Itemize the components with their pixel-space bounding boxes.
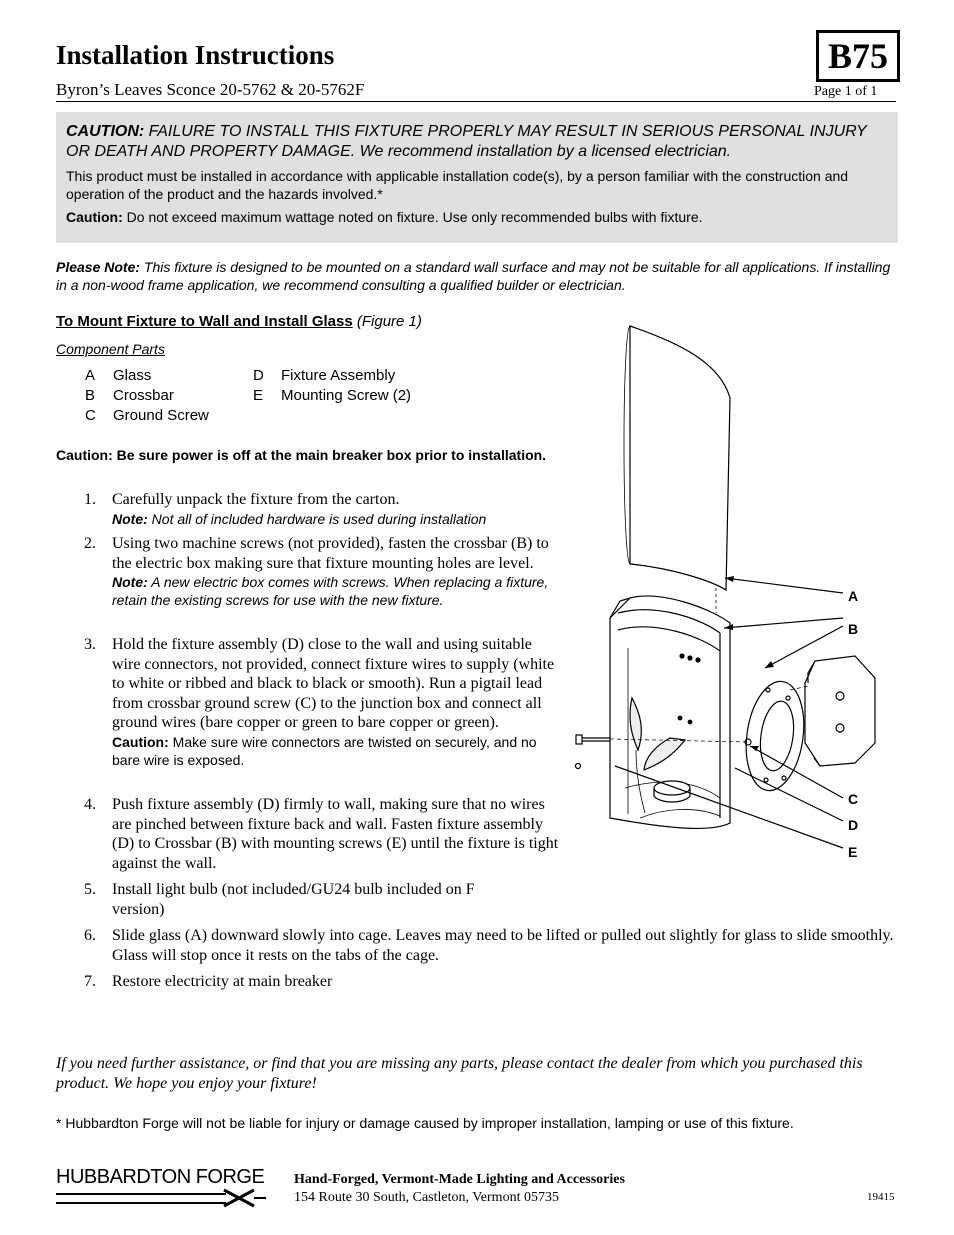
code-compliance-text: This product must be installed in accordance with applicable installation code(s), by a person familiar with the construction and operation of the product and the hazards involved.* — [66, 168, 849, 202]
components-heading: Component Parts — [56, 341, 165, 357]
part-name: Fixture Assembly — [281, 367, 396, 384]
step-note — [112, 573, 562, 609]
section-heading — [56, 313, 422, 330]
page-number: Page 1 of 1 — [814, 84, 878, 99]
step-note — [112, 510, 562, 528]
step-note-text: Make sure wire connectors are twisted on securely, and no bare wire is exposed. — [112, 733, 537, 768]
step-number: 4. — [84, 796, 96, 813]
document-code-badge: B75 — [816, 30, 900, 82]
step-text: Restore electricity at main breaker — [112, 973, 333, 990]
part-letter: C — [85, 407, 96, 424]
step-number: 3. — [84, 636, 96, 653]
please-note-label: Please Note: — [56, 259, 141, 275]
caution-main-label: CAUTION: — [66, 123, 145, 140]
callout-a: A — [848, 588, 859, 604]
part-name: Glass — [113, 367, 152, 384]
wattage-caution-text: Do not exceed maximum wattage noted on fixture. Use only recommended bulbs with fixture. — [122, 209, 703, 225]
footer-address: 154 Route 30 South, Castleton, Vermont 05735 — [294, 1190, 559, 1205]
step-number: 5. — [84, 881, 96, 898]
junction-box — [805, 656, 875, 766]
logo-hammer-mark — [56, 1188, 266, 1208]
figure-1-diagram — [570, 318, 890, 898]
document-number: 19415 — [867, 1191, 895, 1203]
part-letter: D — [253, 367, 264, 384]
step-note-text: A new electric box comes with screws. When replacing a fixture, retain the existing screws for use with the new fixture. — [112, 574, 549, 608]
step-text: Carefully unpack the fixture from the carton. — [112, 491, 400, 508]
footer-tagline: Hand-Forged, Vermont-Made Lighting and Accessories — [294, 1172, 625, 1187]
part-letter: B — [85, 387, 96, 404]
part-letter: E — [253, 387, 264, 404]
step-note — [112, 733, 564, 769]
caution-main — [66, 122, 886, 161]
hubbardton-forge-logo — [56, 1166, 266, 1206]
step-number: 7. — [84, 973, 96, 990]
step-text: Using two machine screws (not provided), fasten the crossbar (B) to the electric box making sure that fixture mounting holes are level. — [112, 535, 549, 572]
step-text: Push fixture assembly (D) firmly to wall, making sure that no wires are pinched between fixture back and wall. Fasten fixture assembly (D) to Crossbar (B) with mounting screws (E) until the fixture is tight against the wall. — [112, 796, 559, 872]
step-note-label: Caution: — [112, 733, 169, 750]
callout-e: E — [848, 844, 858, 860]
step-note-text: Not all of included hardware is used during installation — [147, 510, 487, 527]
figure-reference: (Figure 1) — [356, 313, 422, 330]
assistance-text: If you need further assistance, or find that you are missing any parts, please contact the dealer from which you purchased this product. We hope you enjoy your fixture! — [56, 1055, 863, 1092]
step-number: 6. — [84, 927, 96, 944]
step-note-label: Note: — [112, 510, 148, 527]
please-note — [56, 258, 896, 294]
please-note-text: This fixture is designed to be mounted on a standard wall surface and may not be suitable for all applications. If installing in a non-wood frame application, we recommend consulting a qualified builder or electrician. — [56, 259, 891, 293]
part-name: Crossbar — [113, 387, 174, 404]
callout-b: B — [848, 621, 859, 637]
liability-disclaimer: * Hubbardton Forge will not be liable for injury or damage caused by improper installation, lamping or use of this fixture. — [56, 1115, 794, 1131]
part-name: Ground Screw — [113, 407, 209, 424]
step-number: 2. — [84, 535, 96, 552]
step-text: Hold the fixture assembly (D) close to the wall and using suitable wire connectors, not provided, connect fixture wires to supply (white to white or ribbed and black to black or smooth). Run a pigtail lead from crossbar ground screw (C) to the junction box and connect all ground wires (bare copper or green to bare copper or green). — [112, 636, 555, 731]
crossbar — [740, 678, 811, 795]
callout-c: C — [848, 791, 859, 807]
step-text: Slide glass (A) downward slowly into cage. Leaves may need to be lifted or pulled out slightly for glass to slide smoothly. Glass will stop once it rests on the tabs of the cage. — [112, 927, 894, 964]
part-name: Mounting Screw (2) — [281, 387, 412, 404]
part-letter: A — [85, 367, 96, 384]
header-divider — [56, 101, 896, 102]
caution-box — [56, 112, 898, 243]
glass-shade — [630, 326, 730, 590]
page-title: Installation Instructions — [56, 40, 335, 70]
callout-d: D — [848, 817, 859, 833]
logo-wordmark: HUBBARDTON FORGE — [56, 1166, 265, 1188]
wattage-caution-label: Caution: — [66, 209, 123, 225]
caution-main-text: FAILURE TO INSTALL THIS FIXTURE PROPERLY MAY RESULT IN SERIOUS PERSONAL INJURY OR DEATH AND PROPERTY DAMAGE. We recommend installation by a licensed electrician. — [66, 123, 867, 160]
step-note-label: Note: — [112, 574, 148, 590]
section-title: To Mount Fixture to Wall and Install Glass — [56, 313, 353, 330]
bulb-socket — [654, 781, 690, 795]
mounting-screw — [576, 735, 610, 744]
step-number: 1. — [84, 491, 96, 508]
power-caution: Caution: Be sure power is off at the main breaker box prior to installation. — [56, 447, 547, 463]
step-text: Install light bulb (not included/GU24 bulb included on F version) — [112, 881, 475, 918]
product-subtitle: Byron’s Leaves Sconce 20-5762 & 20-5762F — [56, 80, 365, 99]
wattage-caution — [66, 208, 886, 226]
